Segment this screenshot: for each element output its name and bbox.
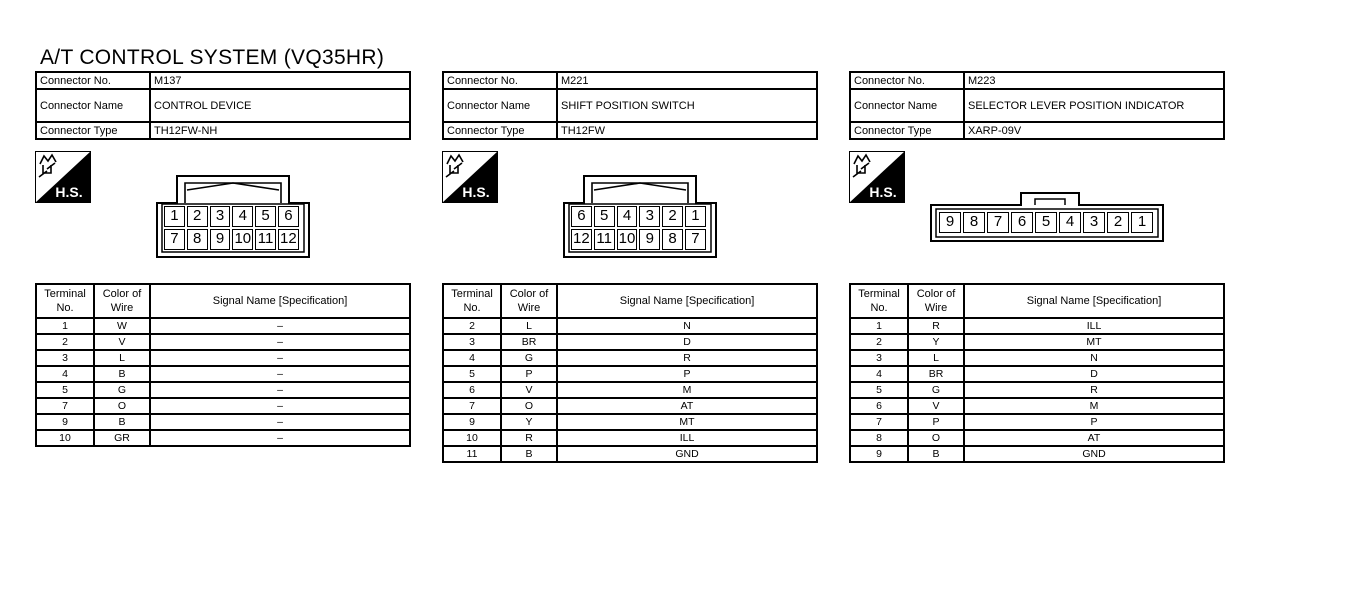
connector-name-value: SHIFT POSITION SWITCH	[557, 89, 817, 122]
terminal-no-cell: 6	[850, 398, 908, 414]
terminal-no-header: Terminal No.	[443, 284, 501, 318]
terminal-no-cell: 2	[850, 334, 908, 350]
terminal-no-header: Terminal No.	[36, 284, 94, 318]
wire-color-cell: Y	[908, 334, 964, 350]
pin-cell: 1	[685, 206, 706, 227]
signal-name-header: Signal Name [Specification]	[150, 284, 410, 318]
terminal-no-cell: 1	[850, 318, 908, 334]
table-row	[850, 334, 1224, 350]
connector-no-label: Connector No.	[850, 72, 964, 89]
pin-cell: 9	[210, 229, 231, 250]
wire-color-cell: P	[908, 414, 964, 430]
wire-color-cell: BR	[908, 366, 964, 382]
table-row	[443, 430, 817, 446]
hs-badge-label: H.S.	[869, 184, 897, 200]
terminal-no-cell: 9	[443, 414, 501, 430]
pin-cell: 2	[662, 206, 683, 227]
pin-cell: 5	[1035, 212, 1057, 233]
signal-name-cell: D	[964, 366, 1224, 382]
table-row	[443, 414, 817, 430]
pin-cell: 8	[963, 212, 985, 233]
table-row	[36, 366, 410, 382]
table-row	[850, 318, 1224, 334]
terminal-no-cell: 9	[850, 446, 908, 462]
wire-color-cell: B	[908, 446, 964, 462]
terminal-no-cell: 9	[36, 414, 94, 430]
table-row	[850, 430, 1224, 446]
pin-cell: 7	[164, 229, 185, 250]
wire-color-cell: O	[501, 398, 557, 414]
harness-side-icon	[442, 151, 498, 203]
connector-face-diagram	[929, 191, 1165, 243]
signal-name-cell: P	[964, 414, 1224, 430]
wire-color-cell: G	[94, 382, 150, 398]
table-row	[443, 398, 817, 414]
wire-color-cell: W	[94, 318, 150, 334]
wire-color-cell: V	[501, 382, 557, 398]
terminal-no-cell: 3	[443, 334, 501, 350]
table-row	[443, 382, 817, 398]
terminal-no-cell: 4	[36, 366, 94, 382]
wire-color-cell: R	[501, 430, 557, 446]
terminal-no-cell: 4	[443, 350, 501, 366]
terminal-no-cell: 2	[443, 318, 501, 334]
connector-no-value: M223	[964, 72, 1224, 89]
wire-color-cell: L	[94, 350, 150, 366]
pin-cell: 3	[210, 206, 231, 227]
terminal-no-cell: 1	[36, 318, 94, 334]
pin-table-block	[35, 283, 411, 447]
pin-assignment-table	[849, 283, 1225, 463]
pin-cell: 4	[1059, 212, 1081, 233]
signal-name-cell: –	[150, 382, 410, 398]
terminal-no-cell: 3	[36, 350, 94, 366]
hs-badge-icon	[35, 151, 91, 203]
table-row	[36, 430, 410, 446]
pin-cell: 10	[617, 229, 638, 250]
signal-name-cell: M	[964, 398, 1224, 414]
connector-name-value: CONTROL DEVICE	[150, 89, 410, 122]
table-row	[443, 334, 817, 350]
terminal-no-cell: 7	[850, 414, 908, 430]
pin-cell: 4	[617, 206, 638, 227]
table-row	[443, 446, 817, 462]
table-row	[36, 334, 410, 350]
connector-name-value: SELECTOR LEVER POSITION INDICATOR	[964, 89, 1224, 122]
table-row	[850, 350, 1224, 366]
terminal-no-cell: 7	[36, 398, 94, 414]
pin-cell: 7	[685, 229, 706, 250]
pin-cell: 11	[255, 229, 276, 250]
table-row	[850, 382, 1224, 398]
pin-cell: 9	[939, 212, 961, 233]
wire-color-cell: B	[501, 446, 557, 462]
hs-badge-icon	[442, 151, 498, 203]
pin-cell: 9	[639, 229, 660, 250]
table-row	[850, 446, 1224, 462]
signal-name-cell: N	[557, 318, 817, 334]
table-row	[850, 398, 1224, 414]
pin-cell: 1	[164, 206, 185, 227]
signal-name-cell: –	[150, 350, 410, 366]
connector-type-value: XARP-09V	[964, 122, 1224, 139]
table-row	[443, 318, 817, 334]
table-row	[36, 350, 410, 366]
color-of-wire-header: Color of Wire	[94, 284, 150, 318]
wire-color-cell: B	[94, 414, 150, 430]
wire-color-cell: G	[908, 382, 964, 398]
wire-color-cell: O	[94, 398, 150, 414]
signal-name-cell: MT	[557, 414, 817, 430]
terminal-no-cell: 5	[36, 382, 94, 398]
connector-block-m221	[442, 71, 818, 140]
pin-cell: 5	[594, 206, 615, 227]
pin-cell: 8	[662, 229, 683, 250]
terminal-no-cell: 3	[850, 350, 908, 366]
signal-name-cell: –	[150, 414, 410, 430]
connector-no-label: Connector No.	[443, 72, 557, 89]
signal-name-cell: AT	[964, 430, 1224, 446]
wire-color-cell: Y	[501, 414, 557, 430]
wire-color-cell: O	[908, 430, 964, 446]
connector-no-value: M221	[557, 72, 817, 89]
signal-name-cell: ILL	[557, 430, 817, 446]
pin-cell: 4	[232, 206, 253, 227]
pin-cell: 12	[278, 229, 299, 250]
table-row	[850, 366, 1224, 382]
wire-color-cell: R	[908, 318, 964, 334]
connector-name-label: Connector Name	[850, 89, 964, 122]
signal-name-cell: –	[150, 398, 410, 414]
hs-badge-label: H.S.	[462, 184, 490, 200]
signal-name-cell: ILL	[964, 318, 1224, 334]
pin-cell: 1	[1131, 212, 1153, 233]
signal-name-cell: R	[964, 382, 1224, 398]
page-title: A/T CONTROL SYSTEM (VQ35HR)	[40, 46, 385, 69]
pin-cell: 6	[1011, 212, 1033, 233]
pin-cell: 8	[187, 229, 208, 250]
wire-color-cell: L	[908, 350, 964, 366]
connector-info-table	[849, 71, 1225, 140]
connector-name-label: Connector Name	[443, 89, 557, 122]
color-of-wire-header: Color of Wire	[501, 284, 557, 318]
connector-type-label: Connector Type	[443, 122, 557, 139]
wire-color-cell: BR	[501, 334, 557, 350]
table-row	[36, 398, 410, 414]
table-row	[36, 318, 410, 334]
connector-face-diagram	[562, 173, 718, 259]
signal-name-cell: MT	[964, 334, 1224, 350]
signal-name-cell: GND	[557, 446, 817, 462]
terminal-no-cell: 4	[850, 366, 908, 382]
wire-color-cell: V	[94, 334, 150, 350]
terminal-no-cell: 10	[36, 430, 94, 446]
signal-name-cell: R	[557, 350, 817, 366]
connector-type-label: Connector Type	[850, 122, 964, 139]
pin-assignment-table	[442, 283, 818, 463]
pin-assignment-table	[35, 283, 411, 447]
terminal-no-cell: 5	[850, 382, 908, 398]
connector-no-label: Connector No.	[36, 72, 150, 89]
table-row	[443, 350, 817, 366]
pin-cell: 6	[278, 206, 299, 227]
color-of-wire-header: Color of Wire	[908, 284, 964, 318]
signal-name-cell: D	[557, 334, 817, 350]
pin-cell: 12	[571, 229, 592, 250]
signal-name-cell: N	[964, 350, 1224, 366]
signal-name-cell: –	[150, 318, 410, 334]
connector-info-table	[35, 71, 411, 140]
wire-color-cell: B	[94, 366, 150, 382]
pin-cell: 6	[571, 206, 592, 227]
signal-name-cell: M	[557, 382, 817, 398]
wire-color-cell: G	[501, 350, 557, 366]
terminal-no-cell: 8	[850, 430, 908, 446]
table-row	[850, 414, 1224, 430]
connector-type-label: Connector Type	[36, 122, 150, 139]
pin-cell: 7	[987, 212, 1009, 233]
connector-type-value: TH12FW-NH	[150, 122, 410, 139]
pin-cell: 2	[1107, 212, 1129, 233]
connector-name-label: Connector Name	[36, 89, 150, 122]
pin-table-block	[442, 283, 818, 463]
connector-no-value: M137	[150, 72, 410, 89]
terminal-no-header: Terminal No.	[850, 284, 908, 318]
pin-cell: 3	[639, 206, 660, 227]
signal-name-header: Signal Name [Specification]	[964, 284, 1224, 318]
terminal-no-cell: 10	[443, 430, 501, 446]
signal-name-cell: GND	[964, 446, 1224, 462]
wire-color-cell: P	[501, 366, 557, 382]
pin-cell: 5	[255, 206, 276, 227]
pin-cell: 2	[187, 206, 208, 227]
connector-face-diagram	[155, 173, 311, 259]
hs-badge-label: H.S.	[55, 184, 83, 200]
pin-table-block	[849, 283, 1225, 463]
connector-block-m223	[849, 71, 1225, 140]
terminal-no-cell: 2	[36, 334, 94, 350]
terminal-no-cell: 7	[443, 398, 501, 414]
pin-cell: 3	[1083, 212, 1105, 233]
harness-side-icon	[35, 151, 91, 203]
connector-block-m137	[35, 71, 411, 140]
signal-name-cell: –	[150, 430, 410, 446]
signal-name-cell: P	[557, 366, 817, 382]
table-row	[36, 382, 410, 398]
harness-side-icon	[849, 151, 905, 203]
signal-name-header: Signal Name [Specification]	[557, 284, 817, 318]
pin-cell: 11	[594, 229, 615, 250]
pin-cell: 10	[232, 229, 253, 250]
hs-badge-icon	[849, 151, 905, 203]
terminal-no-cell: 11	[443, 446, 501, 462]
signal-name-cell: –	[150, 334, 410, 350]
table-row	[36, 414, 410, 430]
terminal-no-cell: 6	[443, 382, 501, 398]
connector-type-value: TH12FW	[557, 122, 817, 139]
connector-info-table	[442, 71, 818, 140]
wire-color-cell: L	[501, 318, 557, 334]
terminal-no-cell: 5	[443, 366, 501, 382]
wire-color-cell: GR	[94, 430, 150, 446]
signal-name-cell: –	[150, 366, 410, 382]
signal-name-cell: AT	[557, 398, 817, 414]
table-row	[443, 366, 817, 382]
wire-color-cell: V	[908, 398, 964, 414]
